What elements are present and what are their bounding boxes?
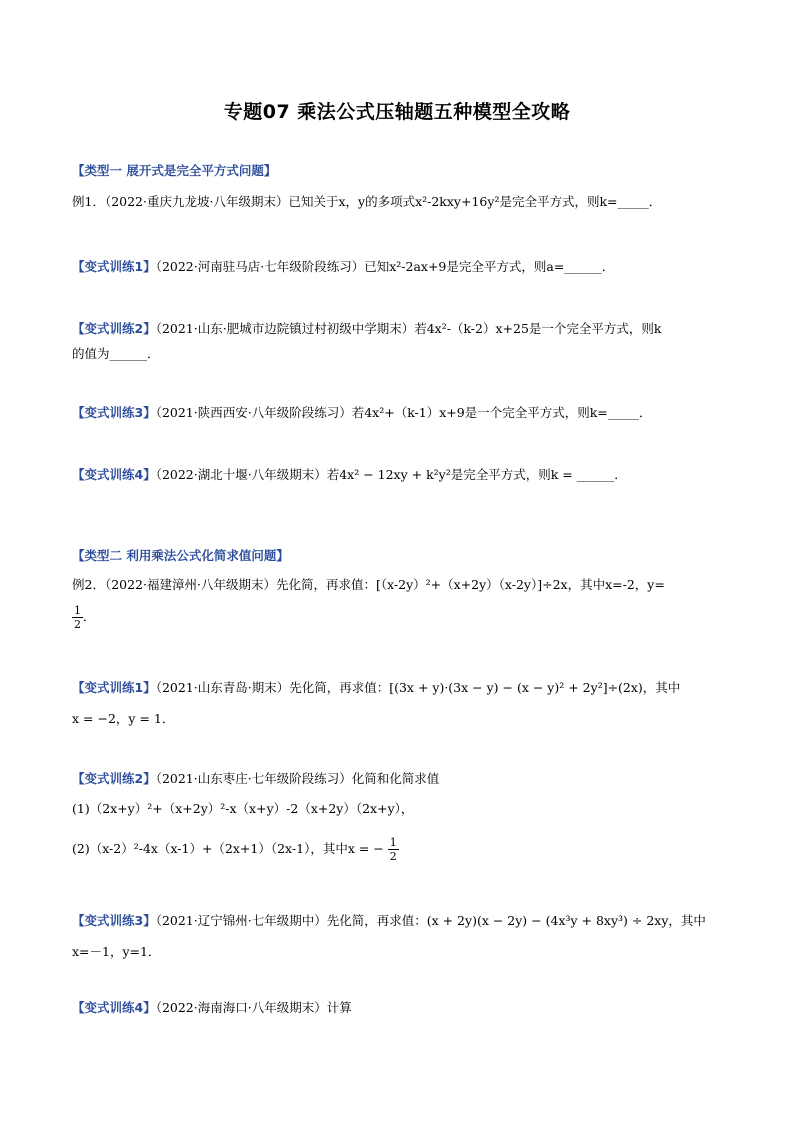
variant-text: （2022·河南驻马店·七年级阶段练习）已知x²-2ax+9是完全平方式，则a=______． <box>155 259 615 274</box>
variant-text: （2021·陕西西安·八年级阶段练习）若4x²+（k-1）x+9是一个完全平方式，则k=_____． <box>155 405 652 420</box>
variant-2-3 <box>72 912 706 930</box>
variant-1-1 <box>72 258 614 276</box>
variant-tag: 【变式训练3】 <box>72 405 156 420</box>
fraction: $\frac{1}{2}$ <box>74 604 81 631</box>
page-title: 专题07 乘法公式压轴题五种模型全攻略 <box>223 101 571 123</box>
example-2: 例2．（2022·福建漳州·八年级期末）先化简，再求值：[（x-2y）²+（x+2y）（x-2y）]÷2x，其中x=-2，y= <box>72 577 665 592</box>
variant-text: （2021·山东青岛·期末）先化简，再求值：[(3x + y)·(3x − y) − (x − y)² + 2y²]÷(2x)，其中 <box>155 680 681 695</box>
variant-2-3-cont: x=－1，y=1． <box>72 944 161 959</box>
variant-text: （2022·海南海口·八年级期末）计算 <box>155 1000 352 1015</box>
fraction: $\frac{1}{2}$ <box>389 836 397 863</box>
variant-2-2-item-2: (2)（x-2）²-4x（x-1）+（2x+1）（2x-1），其中x = − $\frac{1}{2}$ <box>72 836 397 863</box>
variant-tag: 【变式训练1】 <box>72 680 156 695</box>
variant-tag: 【变式训练2】 <box>72 321 156 336</box>
section-heading-1: 【类型一 展开式是完全平方式问题】 <box>72 163 277 178</box>
variant-tag: 【变式训练2】 <box>72 771 156 786</box>
variant-text: （2022·湖北十堰·八年级期末）若4x² − 12xy + k²y²是完全平方式，则k = ______． <box>155 467 627 482</box>
variant-text: （2021·山东·肥城市边院镇过村初级中学期末）若4x²-（k-2）x+25是一个完全平方式，则k <box>155 321 662 336</box>
section-heading-2: 【类型二 利用乘法公式化简求值问题】 <box>72 548 289 563</box>
variant-2-2-item-1: (1)（2x+y）²+（x+2y）²-x（x+y）-2（x+2y）（2x+y）， <box>72 801 414 816</box>
variant-text: （2021·山东枣庄·七年级阶段练习）化简和化简求值 <box>155 771 440 786</box>
variant-tag: 【变式训练4】 <box>72 1000 156 1015</box>
variant-2-2 <box>72 770 439 788</box>
variant-tag: 【变式训练4】 <box>72 467 156 482</box>
variant-1-4 <box>72 466 627 484</box>
variant-tag: 【变式训练1】 <box>72 259 156 274</box>
variant-2-1-cont: x = −2，y = 1． <box>72 711 175 726</box>
variant-tag: 【变式训练3】 <box>72 913 156 928</box>
example-1: 例1．（2022·重庆九龙坡·八年级期末）已知关于x，y的多项式x²-2kxy+16y²是完全平方式，则k=_____． <box>72 194 662 209</box>
variant-1-2-cont: 的值为______． <box>72 346 160 361</box>
variant-2-4 <box>72 999 352 1017</box>
variant-1-3 <box>72 404 652 422</box>
example-2-fraction: $\frac{1}{2}$ ． <box>74 604 96 631</box>
variant-text: （2021·辽宁锦州·七年级期中）先化简，再求值：(x + 2y)(x − 2y) − (4x³y + 8xy³) ÷ 2xy，其中 <box>155 913 706 928</box>
variant-1-2 <box>72 320 662 338</box>
variant-2-1 <box>72 679 680 697</box>
